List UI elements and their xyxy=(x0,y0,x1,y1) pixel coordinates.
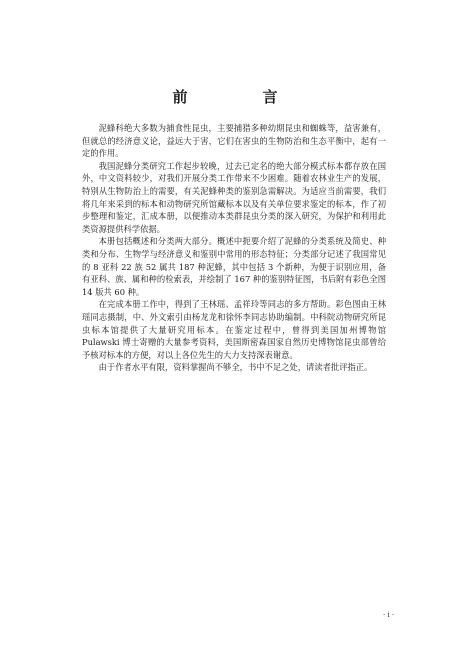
paragraph-5: 由于作者水平有限，资料掌握尚不够全，书中不足之处，请读者批评指正。 xyxy=(98,362,373,373)
page-number: · i · xyxy=(383,611,395,619)
paragraph-3: 本册包括概述和分类两大部分。概述中扼要介绍了泥蜂的分类系统及简史、种类和分布、生物学与经济意义和鉴别中常用的形态特征；分类部分记述了我国常见的 8 亚科 22 族 52 属共 187 种泥蜂，其中包括 3 个新种，为便于识别应用，备有亚科、族、属和种的检索表，并绘制了 167 种的鉴别特征图，书后附有彩色全图 14 版共 60 种。 xyxy=(82,236,386,297)
paragraph-1: 泥蜂科绝大多数为捕食性昆虫，主要捕猎多种幼期昆虫和蜘蛛等，益害兼有，但就总的经济意义论，益远大于害，它们在害虫的生物防治和生态平衡中，起有一定的作用。 xyxy=(82,123,386,159)
preface-body xyxy=(82,122,386,374)
page-title: 前 言 xyxy=(172,88,308,106)
paragraph-4: 在完成本册工作中，得到了王林瑶、孟祥玲等同志的多方帮助。彩色图由王林瑶同志摄制，中、外文索引由杨龙龙和徐怀李同志协助编制。中科院动物研究所昆虫标本馆提供了大量研究用标本。在鉴定过程中，曾得到美国加州博物馆 Pulawski 博士寄赠的大量参考资料，美国斯密森国家自然历史博物馆昆虫部曾给予核对标本的方便，对以上各位先生的大力支持深表谢意。 xyxy=(82,299,386,360)
paragraph-2: 我国泥蜂分类研究工作起步较晚，过去已定名的绝大部分模式标本都存放在国外，中文资料较少，对我们开展分类工作带来不少困难。随着农林业生产的发展，特别从生物防治上的需要，有关泥蜂种类的鉴别急需解决。为适应当前需要，我们将几年来采到的标本和动物研究所馆藏标本以及有关单位要求鉴定的标本，作了初步整理和鉴定，汇成本册，以便推动本类群昆虫分类的深入研究，为保护和利用此类资源提供科学依据。 xyxy=(82,160,386,234)
